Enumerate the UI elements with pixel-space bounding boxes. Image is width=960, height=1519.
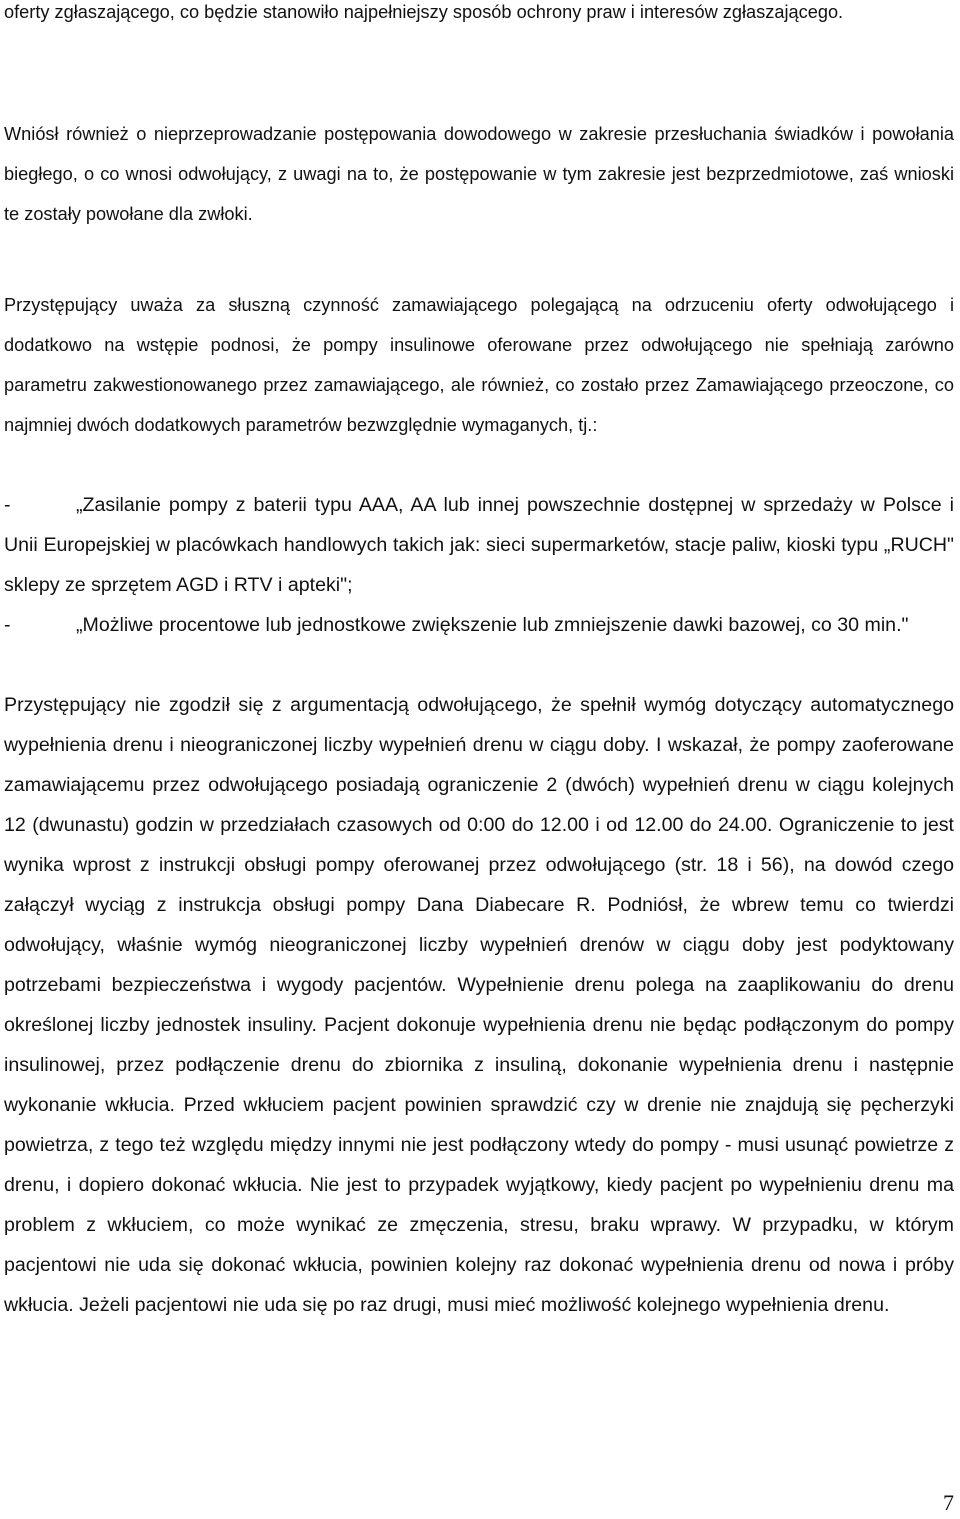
list-item-text: „Zasilanie pompy z baterii typu AAA, AA lub innej powszechnie dostępnej w sprzedaży w Polsce i Unii Europejskiej w placówkach handlowych takich jak: sieci supermarketów, stacje paliw, kioski typu „RUCH" sklepy ze sprzętem AGD i RTV i apteki"; xyxy=(4,494,954,596)
paragraph-intervener-position: Przystępujący uważa za słuszną czynność zamawiającego polegającą na odrzuceniu oferty odwołującego i dodatkowo na wstępie podnosi, że pompy insulinowe oferowane przez odwołującego nie spełniają zarówno parametru zakwestionowanego przez zamawiającego, ale również, co zostało przez Zamawiającego przeoczone, co najmniej dwóch dodatkowych parametrów bezwzględnie wymaganych, tj.: xyxy=(4,295,954,435)
list-item xyxy=(4,605,954,645)
paragraph-motion-evidence: Wniósł również o nieprzeprowadzanie postępowania dowodowego w zakresie przesłuchania świadków i powołania biegłego, o co wnosi odwołujący, z uwagi na to, że postępowanie w tym zakresie jest bezprzedmiotowe, zaś wnioski te zostały powołane dla zwłoki. xyxy=(4,124,954,224)
paragraph-argumentation: Przystępujący nie zgodził się z argumentacją odwołującego, że spełnił wymóg dotyczący automatycznego wypełnienia drenu i nieograniczonej liczby wypełnień drenu w ciągu doby. I wskazał, że pompy zaoferowane zamawiającemu przez odwołującego posiadają ograniczenie 2 (dwóch) wypełnień drenu w ciągu kolejnych 12 (dwunastu) godzin w przedziałach czasowych od 0:00 do 12.00 i od 12.00 do 24.00. Ograniczenie to jest wynika wprost z instrukcji obsługi pompy oferowanej przez odwołującego (str. 18 i 56), na dowód czego załączył wyciąg z instrukcja obsługi pompy Dana Diabecare R. Podniósł, że wbrew temu co twierdzi odwołujący, właśnie wymóg nieograniczonej liczby wypełnień drenów w ciągu doby jest podyktowany potrzebami bezpieczeństwa i wygody pacjentów. Wypełnienie drenu polega na zaaplikowaniu do drenu określonej liczby jednostek insuliny. Pacjent dokonuje wypełnienia drenu nie będąc podłączonym do pompy insulinowej, przez podłączenie drenu do zbiornika z insuliną, dokonanie wypełnienia drenu i następnie wykonanie wkłucia. Przed wkłuciem pacjent powinien sprawdzić czy w drenie nie znajdują się pęcherzyki powietrza, z tego też względu między innymi nie jest podłączony wtedy do pompy - musi usunąć powietrze z drenu, i dopiero dokonać wkłucia. Nie jest to przypadek wyjątkowy, kiedy pacjent po wypełnieniu drenu ma problem z wkłuciem, co może wynikać ze zmęczenia, stresu, braku wprawy. W przypadku, w którym pacjentowi nie uda się dokonać wkłucia, powinien kolejny raz dokonać wypełnienia drenu od nowa i próby wkłucia. Jeżeli pacjentowi nie uda się po raz drugi, musi mieć możliwość kolejnego wypełnienia drenu. xyxy=(4,694,954,1316)
paragraph-continuation: oferty zgłaszającego, co będzie stanowiło najpełniejszy sposób ochrony praw i interesów zgłaszającego. xyxy=(4,2,844,22)
list-item xyxy=(4,485,954,605)
page-number: 7 xyxy=(943,1490,954,1515)
list-dash: - xyxy=(4,494,11,516)
list-dash: - xyxy=(4,614,11,636)
list-item-text: „Możliwe procentowe lub jednostkowe zwiększenie lub zmniejszenie dawki bazowej, co 30 min." xyxy=(76,614,909,636)
requirements-list xyxy=(4,485,954,645)
